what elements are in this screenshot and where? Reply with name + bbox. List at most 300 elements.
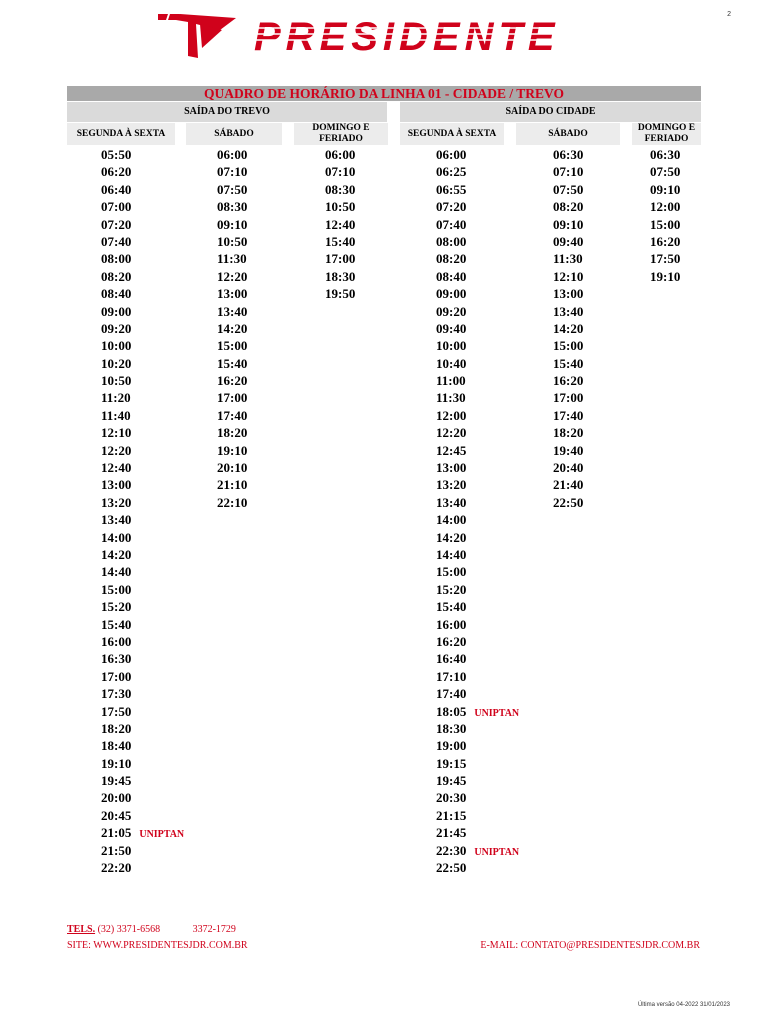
time-value: 11:30	[436, 390, 466, 406]
time-entry	[553, 494, 583, 511]
time-value: 21:40	[553, 477, 584, 493]
time-entry	[553, 355, 583, 372]
time-entry	[101, 494, 184, 511]
time-entry	[436, 581, 519, 598]
time-entry	[101, 250, 184, 267]
time-value: 14:40	[436, 546, 467, 562]
time-value: 07:20	[436, 199, 467, 215]
time-value: 17:10	[436, 668, 467, 684]
time-value: 13:40	[553, 303, 584, 319]
time-value: 10:50	[325, 199, 356, 215]
time-value: 10:50	[217, 233, 248, 249]
time-value: 07:40	[101, 233, 132, 249]
time-value: 21:15	[436, 807, 467, 823]
time-entry	[436, 685, 519, 702]
time-entry	[436, 529, 519, 546]
time-entry	[101, 320, 184, 337]
time-value: 08:40	[436, 268, 467, 284]
time-entry	[101, 268, 184, 285]
time-entry	[101, 303, 184, 320]
time-entry	[217, 355, 247, 372]
time-entry	[436, 198, 519, 215]
time-entry	[553, 181, 583, 198]
time-value: 18:30	[436, 720, 467, 736]
time-value: 16:00	[436, 616, 467, 632]
footer-site[interactable]: SITE: WWW.PRESIDENTESJDR.COM.BR	[67, 940, 248, 951]
time-value: 14:40	[101, 564, 132, 580]
time-value: 09:00	[436, 286, 467, 302]
times-trevo-saturday	[217, 146, 247, 511]
time-value: 08:00	[436, 233, 467, 249]
time-entry	[101, 563, 184, 580]
time-entry	[101, 389, 184, 406]
time-entry	[101, 772, 184, 789]
time-entry	[217, 303, 247, 320]
time-entry	[436, 807, 519, 824]
time-entry	[101, 511, 184, 528]
time-value: 06:30	[650, 147, 681, 162]
time-entry	[436, 320, 519, 337]
time-value: 08:20	[101, 268, 132, 284]
time-entry	[436, 616, 519, 633]
time-value: 15:20	[436, 581, 467, 597]
time-entry	[101, 546, 184, 563]
time-value: 17:50	[650, 251, 681, 267]
time-entry	[101, 529, 184, 546]
time-value: 13:40	[436, 494, 467, 510]
section-header-trevo: SAÍDA DO TREVO	[67, 102, 387, 122]
time-entry	[436, 233, 519, 250]
time-value: 22:10	[217, 494, 248, 510]
time-entry	[101, 842, 184, 859]
time-entry	[325, 146, 355, 163]
time-entry	[553, 163, 583, 180]
time-value: 18:20	[553, 425, 584, 441]
time-entry	[217, 250, 247, 267]
time-value: 19:45	[101, 773, 132, 789]
time-entry	[436, 598, 519, 615]
time-entry	[436, 216, 519, 233]
times-cidade-sunday	[650, 146, 680, 285]
time-value: 16:20	[553, 373, 584, 389]
time-entry	[436, 789, 519, 806]
time-entry	[553, 233, 583, 250]
time-value: 19:45	[436, 773, 467, 789]
tels-label: TELS.	[67, 924, 96, 935]
time-value: 07:00	[101, 199, 132, 215]
time-entry	[436, 407, 519, 424]
time-value: 18:30	[325, 268, 356, 284]
time-entry	[436, 389, 519, 406]
time-value: 12:20	[101, 442, 132, 458]
time-value: 20:00	[101, 790, 132, 806]
time-value: 09:00	[101, 303, 132, 319]
time-entry	[436, 146, 519, 163]
tels-value: (32) 3371-6568	[97, 924, 161, 935]
time-value: 10:00	[436, 338, 467, 354]
route-note: UNIPTAN	[474, 846, 520, 858]
time-entry	[553, 198, 583, 215]
time-value: 12:20	[217, 268, 248, 284]
time-value: 06:00	[325, 147, 356, 162]
time-value: 17:40	[553, 407, 584, 423]
colhead-cidade-sunday: DOMINGO E FERIADO	[632, 123, 701, 145]
time-entry	[553, 216, 583, 233]
time-entry	[217, 216, 247, 233]
time-value: 11:20	[101, 390, 131, 406]
time-value: 06:20	[101, 164, 132, 180]
time-value: 16:00	[101, 633, 132, 649]
time-value: 08:30	[325, 181, 356, 197]
time-value: 22:50	[436, 860, 467, 876]
time-entry	[101, 737, 184, 754]
time-entry	[325, 181, 355, 198]
time-value: 11:40	[101, 407, 131, 423]
time-value: 14:20	[553, 320, 584, 336]
time-value: 07:50	[650, 164, 681, 180]
time-entry	[436, 442, 519, 459]
time-entry	[650, 181, 680, 198]
time-value: 13:00	[553, 286, 584, 302]
time-value: 20:40	[553, 460, 584, 476]
time-entry	[101, 181, 184, 198]
time-value: 09:20	[436, 303, 467, 319]
time-entry	[436, 181, 519, 198]
colhead-trevo-sunday: DOMINGO E FERIADO	[294, 123, 388, 145]
route-note: UNIPTAN	[474, 707, 520, 719]
time-value: 14:00	[436, 512, 467, 528]
time-entry	[325, 285, 355, 302]
time-entry	[436, 494, 519, 511]
time-entry	[101, 581, 184, 598]
time-entry	[436, 563, 519, 580]
time-entry	[101, 598, 184, 615]
colhead-trevo-weekday: SEGUNDA À SEXTA	[67, 123, 175, 145]
time-entry	[436, 755, 519, 772]
time-value: 08:20	[553, 199, 584, 215]
time-value: 16:20	[217, 373, 248, 389]
time-entry	[436, 650, 519, 667]
time-value: 15:00	[217, 338, 248, 354]
time-value: 14:20	[436, 529, 467, 545]
time-entry	[101, 633, 184, 650]
time-value: 12:10	[553, 268, 584, 284]
time-entry	[217, 337, 247, 354]
time-entry	[553, 407, 583, 424]
time-entry	[436, 633, 519, 650]
time-value: 06:30	[553, 147, 584, 162]
schedule-title: QUADRO DE HORÁRIO DA LINHA 01 - CIDADE / TREVO	[67, 86, 701, 101]
time-value: 15:40	[553, 355, 584, 371]
time-entry	[101, 807, 184, 824]
time-value: 10:40	[436, 355, 467, 371]
colhead-trevo-saturday: SÁBADO	[186, 123, 282, 145]
time-value: 19:00	[436, 738, 467, 754]
time-entry	[217, 320, 247, 337]
time-value: 21:50	[101, 842, 132, 858]
time-value: 16:20	[436, 633, 467, 649]
time-value: 08:00	[101, 251, 132, 267]
time-entry	[650, 250, 680, 267]
time-entry	[553, 320, 583, 337]
time-value: 07:10	[217, 164, 248, 180]
time-entry	[217, 285, 247, 302]
time-entry	[101, 650, 184, 667]
time-entry	[436, 772, 519, 789]
time-entry	[650, 233, 680, 250]
time-entry	[217, 163, 247, 180]
time-value: 09:40	[553, 233, 584, 249]
time-value: 11:30	[217, 251, 247, 267]
time-entry	[217, 372, 247, 389]
time-value: 15:20	[101, 599, 132, 615]
time-entry	[101, 476, 184, 493]
time-value: 20:30	[436, 790, 467, 806]
time-entry	[217, 268, 247, 285]
time-entry	[553, 250, 583, 267]
time-value: 21:10	[217, 477, 248, 493]
page-number: 2	[727, 11, 731, 18]
time-entry	[217, 459, 247, 476]
route-note: UNIPTAN	[139, 829, 185, 841]
time-entry	[217, 407, 247, 424]
time-value: 11:00	[436, 373, 466, 389]
time-entry	[553, 424, 583, 441]
time-entry	[436, 737, 519, 754]
time-value: 08:30	[217, 199, 248, 215]
time-entry	[553, 459, 583, 476]
time-entry	[217, 442, 247, 459]
time-entry	[325, 216, 355, 233]
times-trevo-sunday	[325, 146, 355, 303]
time-value: 14:20	[217, 320, 248, 336]
time-value: 15:00	[650, 216, 681, 232]
time-value: 19:10	[217, 442, 248, 458]
time-entry	[650, 163, 680, 180]
time-value: 07:20	[101, 216, 132, 232]
time-entry	[325, 233, 355, 250]
time-value: 17:50	[101, 703, 132, 719]
time-entry	[553, 389, 583, 406]
time-value: 06:00	[436, 147, 467, 162]
time-value: 12:00	[650, 199, 681, 215]
time-value: 18:40	[101, 738, 132, 754]
time-value: 06:55	[436, 181, 467, 197]
time-entry	[325, 250, 355, 267]
time-value: 09:10	[553, 216, 584, 232]
time-entry	[101, 355, 184, 372]
time-entry	[553, 146, 583, 163]
time-value: 22:30	[436, 842, 467, 858]
time-value: 16:40	[436, 651, 467, 667]
time-value: 19:10	[650, 268, 681, 284]
time-value: 15:40	[436, 599, 467, 615]
time-entry	[101, 459, 184, 476]
presidente-logo	[158, 8, 608, 60]
time-value: 07:10	[325, 164, 356, 180]
time-entry	[436, 511, 519, 528]
time-value: 12:45	[436, 442, 467, 458]
time-entry	[553, 337, 583, 354]
time-entry	[650, 198, 680, 215]
time-value: 13:40	[217, 303, 248, 319]
time-value: 16:30	[101, 651, 132, 667]
time-entry	[436, 842, 519, 859]
time-entry	[553, 372, 583, 389]
time-entry	[325, 198, 355, 215]
time-entry	[101, 146, 184, 163]
time-value: 06:40	[101, 181, 132, 197]
time-entry	[101, 668, 184, 685]
time-value: 18:20	[217, 425, 248, 441]
time-value: 19:50	[325, 286, 356, 302]
time-entry	[101, 424, 184, 441]
time-entry	[217, 494, 247, 511]
time-entry	[101, 685, 184, 702]
time-entry	[436, 859, 519, 876]
time-entry	[436, 424, 519, 441]
time-entry	[217, 146, 247, 163]
time-value: 07:40	[436, 216, 467, 232]
time-entry	[101, 859, 184, 876]
time-entry	[553, 268, 583, 285]
time-value: 13:40	[101, 512, 132, 528]
time-value: 15:40	[217, 355, 248, 371]
time-value: 07:50	[217, 181, 248, 197]
time-value: 15:40	[325, 233, 356, 249]
time-value: 18:20	[101, 720, 132, 736]
time-value: 10:20	[101, 355, 132, 371]
time-entry	[101, 372, 184, 389]
time-value: 17:00	[217, 390, 248, 406]
time-entry	[217, 233, 247, 250]
time-value: 11:30	[553, 251, 583, 267]
time-value: 19:40	[553, 442, 584, 458]
time-entry	[436, 720, 519, 737]
time-entry	[436, 668, 519, 685]
time-value: 15:40	[101, 616, 132, 632]
time-value: 06:00	[217, 147, 248, 162]
time-entry	[325, 268, 355, 285]
time-value: 21:45	[436, 825, 467, 841]
times-cidade-weekday	[436, 146, 519, 876]
time-value: 12:00	[436, 407, 467, 423]
times-trevo-weekday	[101, 146, 184, 876]
time-value: 17:00	[325, 251, 356, 267]
time-entry	[650, 216, 680, 233]
time-entry	[101, 163, 184, 180]
time-entry	[101, 703, 184, 720]
time-value: 12:40	[101, 460, 132, 476]
time-value: 14:00	[101, 529, 132, 545]
time-entry	[101, 789, 184, 806]
time-value: 09:40	[436, 320, 467, 336]
time-value: 07:50	[553, 181, 584, 197]
time-entry	[101, 442, 184, 459]
time-entry	[101, 755, 184, 772]
colhead-cidade-weekday: SEGUNDA À SEXTA	[400, 123, 504, 145]
time-entry	[436, 546, 519, 563]
time-entry	[101, 285, 184, 302]
time-value: 14:20	[101, 546, 132, 562]
time-value: 12:40	[325, 216, 356, 232]
time-value: 16:20	[650, 233, 681, 249]
time-entry	[217, 424, 247, 441]
time-value: 13:00	[101, 477, 132, 493]
time-entry	[217, 389, 247, 406]
time-value: 08:20	[436, 251, 467, 267]
time-entry	[217, 476, 247, 493]
time-entry	[650, 268, 680, 285]
time-value: 15:00	[436, 564, 467, 580]
time-value: 09:10	[650, 181, 681, 197]
time-value: 21:05	[101, 825, 132, 841]
time-entry	[101, 824, 184, 841]
time-entry	[101, 233, 184, 250]
time-value: 20:45	[101, 807, 132, 823]
time-entry	[101, 720, 184, 737]
time-entry	[436, 337, 519, 354]
logo-text: PRESIDENTE	[254, 15, 560, 59]
time-value: 20:10	[217, 460, 248, 476]
time-entry	[553, 442, 583, 459]
time-entry	[436, 476, 519, 493]
time-value: 22:50	[553, 494, 584, 510]
time-entry	[217, 181, 247, 198]
time-value: 10:50	[101, 373, 132, 389]
time-value: 12:20	[436, 425, 467, 441]
time-entry	[436, 285, 519, 302]
time-value: 10:00	[101, 338, 132, 354]
time-value: 17:30	[101, 686, 132, 702]
time-value: 15:00	[101, 581, 132, 597]
section-header-cidade: SAÍDA DO CIDADE	[400, 102, 701, 122]
time-value: 09:10	[217, 216, 248, 232]
time-value: 19:10	[101, 755, 132, 771]
time-entry	[436, 372, 519, 389]
time-entry	[436, 163, 519, 180]
time-entry	[436, 459, 519, 476]
time-entry	[101, 616, 184, 633]
times-cidade-saturday	[553, 146, 583, 511]
footer-tels	[67, 924, 236, 935]
time-value: 09:20	[101, 320, 132, 336]
time-value: 17:00	[553, 390, 584, 406]
time-value: 15:00	[553, 338, 584, 354]
time-value: 17:40	[217, 407, 248, 423]
time-entry	[436, 303, 519, 320]
colhead-cidade-saturday: SÁBADO	[516, 123, 620, 145]
time-value: 13:00	[436, 460, 467, 476]
footer-email[interactable]: E-MAIL: CONTATO@PRESIDENTESJDR.COM.BR	[480, 940, 700, 951]
time-value: 06:25	[436, 164, 467, 180]
tels-value-2: 3372-1729	[192, 924, 236, 935]
time-entry	[553, 303, 583, 320]
time-entry	[101, 198, 184, 215]
time-value: 13:20	[436, 477, 467, 493]
time-value: 17:40	[436, 686, 467, 702]
time-entry	[650, 146, 680, 163]
time-value: 19:15	[436, 755, 467, 771]
time-entry	[101, 216, 184, 233]
version-note: Última versão 04-2022 31/01/2023	[637, 1002, 730, 1008]
time-entry	[436, 824, 519, 841]
time-entry	[436, 250, 519, 267]
time-entry	[325, 163, 355, 180]
time-value: 22:20	[101, 860, 132, 876]
time-entry	[217, 198, 247, 215]
time-entry	[436, 268, 519, 285]
